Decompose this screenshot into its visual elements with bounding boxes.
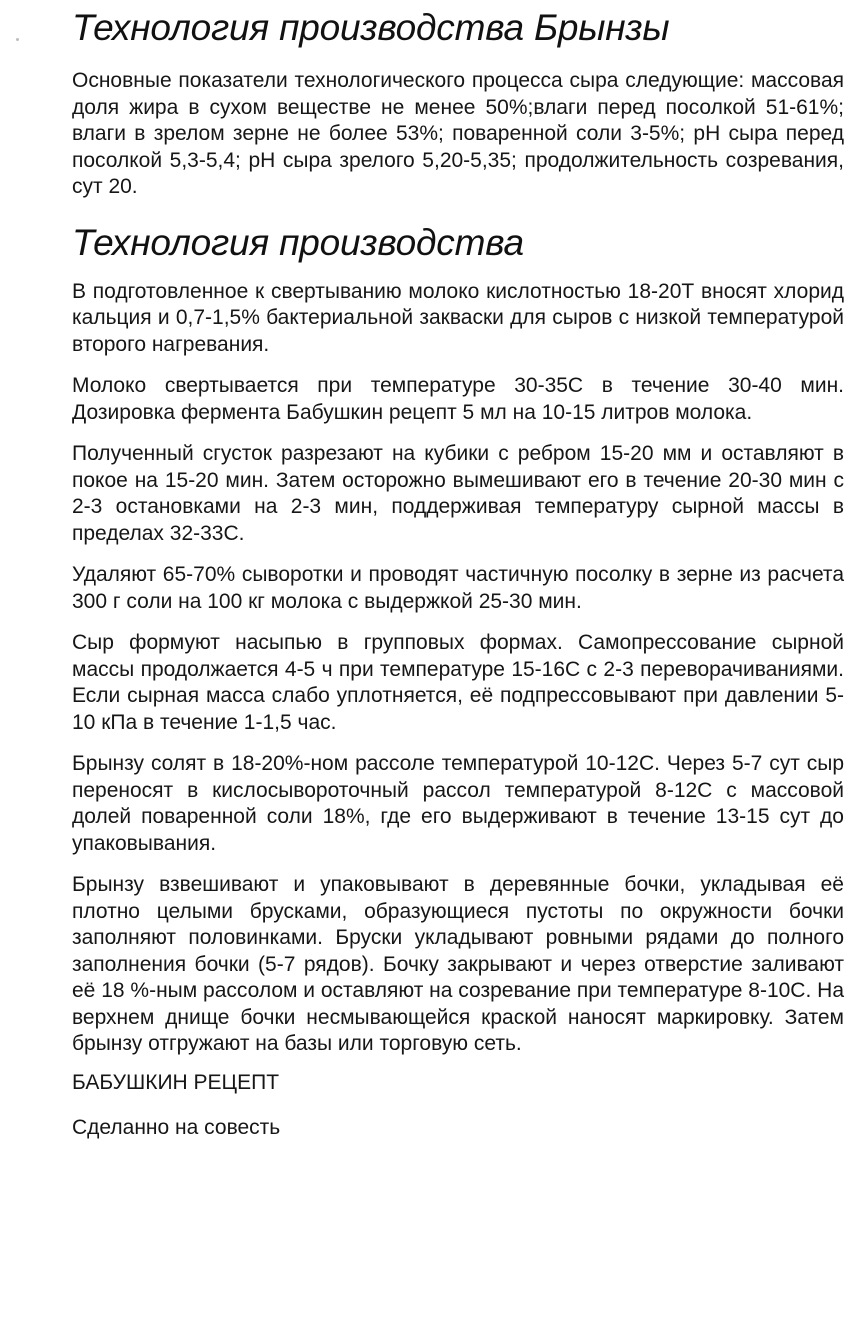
brand-slogan: Сделанно на совесть: [72, 1115, 281, 1139]
document-title: Технология производства Брынзы: [72, 7, 670, 48]
section-title: Технология производства: [72, 221, 524, 263]
paragraph-packing: Брынзу взвешивают и упаковывают в деревянные бочки, укладывая её плотно целыми брусками, образующиеся пустоты по окружности бочки заполняют половинками. Бруски укладывают ровными рядами до полного заполнения бочки (5-7 рядов). Бочку закрывают и через отверстие заливают её 18 %-ным рассолом и оставляют на созревание при температуре 8-10С. На верхнем днище бочки несмывающейся краской наносят маркировку. Затем брынзу отгружают на базы или торговую сеть.: [72, 873, 844, 1055]
scan-speck: [16, 38, 19, 41]
paragraph-salting: Брынзу солят в 18-20%-ном рассоле температурой 10-12С. Через 5-7 сут сыр переносят в кислосывороточный рассол температурой 8-12С с массовой долей поваренной соли 18%, где его выдерживают в течение 13-15 сут до упаковывания.: [72, 752, 844, 855]
paragraph-forming: Сыр формуют насыпью в групповых формах. Самопрессование сырной массы продолжается 4-5 ч при температуре 15-16С с 2-3 переворачиваниями. Если сырная масса слабо уплотняется, её подпрессовывают при давлении 5-10 кПа в течение 1-1,5 час.: [72, 631, 844, 734]
brand-name: БАБУШКИН РЕЦЕПТ: [72, 1070, 280, 1094]
document-page: [72, 6, 844, 1160]
paragraph-coagulation: Молоко свертывается при температуре 30-35С в течение 30-40 мин. Дозировка фермента Бабушкин рецепт 5 мл на 10-15 литров молока.: [72, 374, 844, 424]
intro-paragraph: Основные показатели технологического процесса сыра следующие: массовая доля жира в сухом веществе не менее 50%;влаги перед посолкой 51-61%; влаги в зрелом зерне не более 53%; поваренной соли 3-5%; pH сыра перед посолкой 5,3-5,4; pH сыра зрелого 5,20-5,35; продолжительность созревания, сут 20.: [72, 69, 844, 198]
paragraph-calcium: В подготовленное к свертыванию молоко кислотностью 18-20Т вносят хлорид кальция и 0,7-1,5% бактериальной закваски для сыров с низкой температурой второго нагревания.: [72, 279, 844, 356]
paragraph-cutting: Полученный сгусток разрезают на кубики с ребром 15-20 мм и оставляют в покое на 15-20 мин. Затем осторожно вымешивают его в течение 20-30 мин с 2-3 остановками на 2-3 мин, поддерживая температуру сырной массы в пределах 32-33С.: [72, 442, 844, 545]
paragraph-whey: Удаляют 65-70% сыворотки и проводят частичную посолку в зерне из расчета 300 г соли на 100 кг молока с выдержкой 25-30 мин.: [72, 563, 844, 613]
